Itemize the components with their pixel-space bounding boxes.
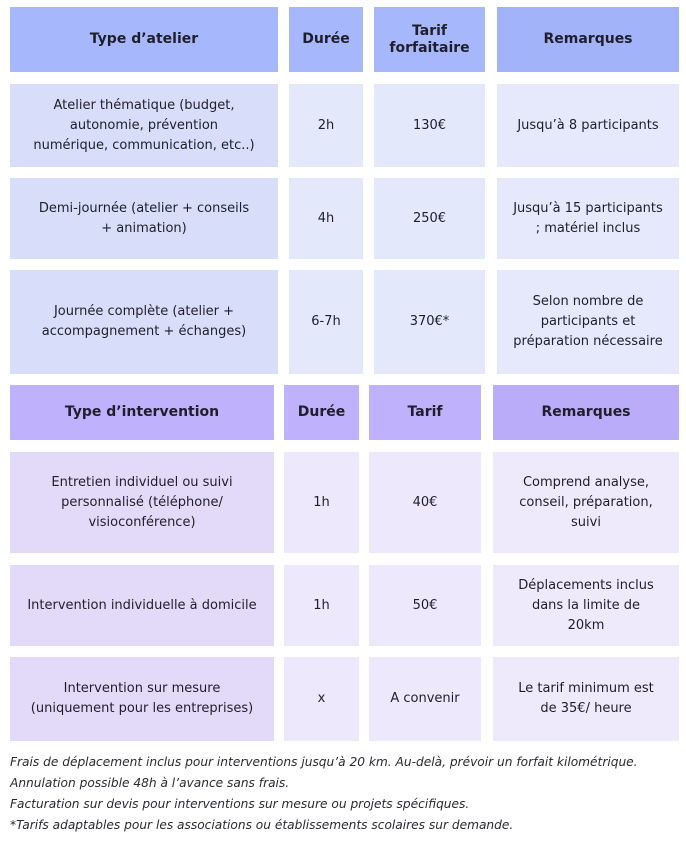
atelier-row2-tarif: 250€ [374,178,485,259]
atelier-header-tarif: Tarif forfaitaire [374,7,485,72]
atelier-row1-tarif: 130€ [374,84,485,167]
intervention-row1-tarif: 40€ [369,452,481,553]
intervention-row3-duree: x [284,657,359,741]
intervention-row2-tarif: 50€ [369,565,481,646]
atelier-row2-type: Demi-journée (atelier + conseils + animation) [10,178,278,259]
intervention-header-tarif: Tarif [369,385,481,440]
intervention-row2-duree: 1h [284,565,359,646]
footnotes [10,752,682,836]
intervention-header-remarques: Remarques [493,385,679,440]
atelier-row3-duree: 6-7h [289,270,363,374]
intervention-row3-remarques: Le tarif minimum est de 35€/ heure [493,657,679,741]
intervention-header-duree: Durée [284,385,359,440]
intervention-row2-remarques: Déplacements inclus dans la limite de 20km [493,565,679,646]
atelier-row3-tarif: 370€* [374,270,485,374]
intervention-header-type: Type d’intervention [10,385,274,440]
atelier-row2-duree: 4h [289,178,363,259]
atelier-row1-duree: 2h [289,84,363,167]
atelier-header-type: Type d’atelier [10,7,278,72]
intervention-row2-type: Intervention individuelle à domicile [10,565,274,646]
atelier-row2-remarques: Jusqu’à 15 participants ; matériel inclus [497,178,679,259]
intervention-row1-remarques: Comprend analyse, conseil, préparation, suivi [493,452,679,553]
intervention-row1-duree: 1h [284,452,359,553]
intervention-row1-type: Entretien individuel ou suivi personnalisé (téléphone/ visioconférence) [10,452,274,553]
atelier-row3-remarques: Selon nombre de participants et préparation nécessaire [497,270,679,374]
note-annulation: Annulation possible 48h à l’avance sans frais. [10,776,290,790]
note-frais-deplacement: Frais de déplacement inclus pour interventions jusqu’à 20 km. Au-delà, prévoir un forfait kilométrique. [10,755,638,769]
atelier-row1-type: Atelier thématique (budget, autonomie, prévention numérique, communication, etc..) [10,84,278,167]
atelier-row3-type: Journée complète (atelier + accompagnement + échanges) [10,270,278,374]
atelier-row1-remarques: Jusqu’à 8 participants [497,84,679,167]
note-tarifs-adaptables: *Tarifs adaptables pour les associations ou établissements scolaires sur demande. [10,818,514,832]
atelier-header-remarques: Remarques [497,7,679,72]
intervention-row3-type: Intervention sur mesure (uniquement pour les entreprises) [10,657,274,741]
note-facturation: Facturation sur devis pour interventions sur mesure ou projets spécifiques. [10,797,470,811]
intervention-row3-tarif: A convenir [369,657,481,741]
atelier-header-duree: Durée [289,7,363,72]
